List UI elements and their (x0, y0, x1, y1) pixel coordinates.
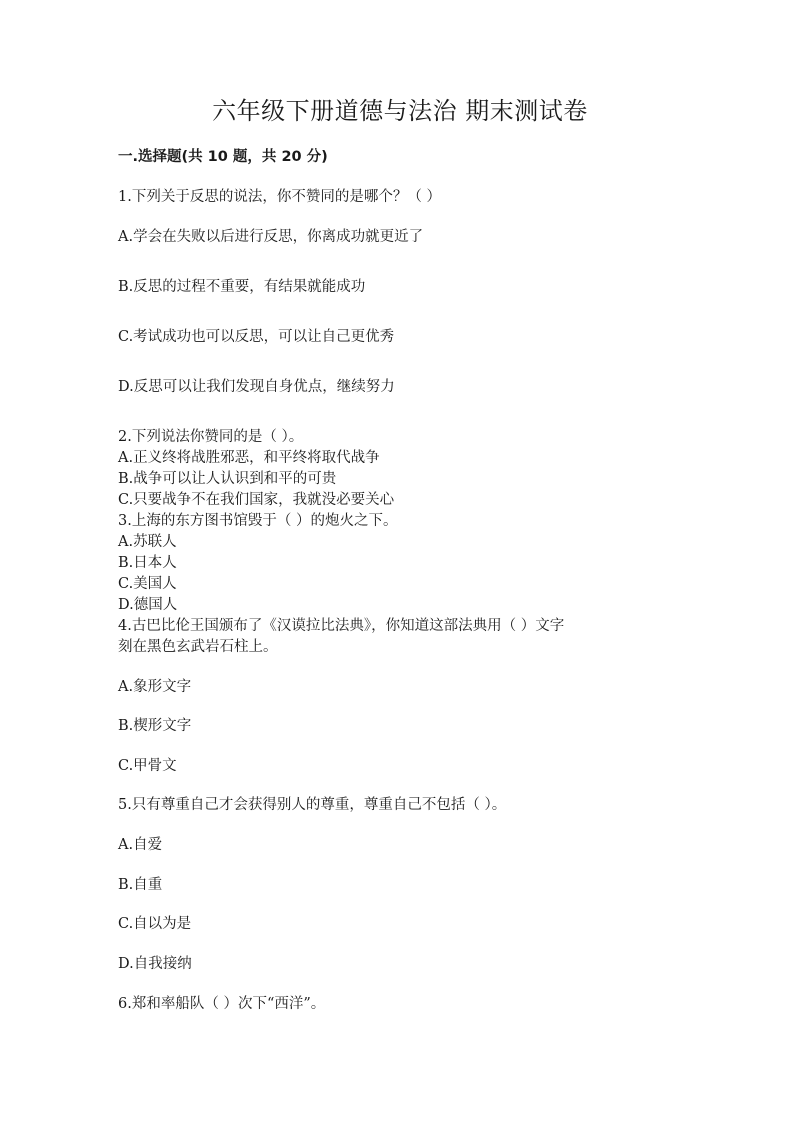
question-option: D.自我接纳 (118, 956, 192, 972)
question-stem: 3.上海的东方图书馆毁于（ ）的炮火之下。 (118, 513, 398, 529)
question-option: A.象形文字 (118, 679, 192, 695)
question-option: B.楔形文字 (118, 718, 192, 734)
question-stem: 2.下列说法你赞同的是（ ）。 (118, 429, 304, 445)
question-stem-line: 4.古巴比伦王国颁布了《汉谟拉比法典》，你知道这部法典用（ ）文字 (118, 618, 565, 634)
question-stem: 6.郑和率船队（ ）次下“西洋”。 (118, 996, 326, 1012)
question-option: A.学会在失败以后进行反思，你离成功就更近了 (118, 229, 424, 245)
question-option: A.自爱 (118, 837, 163, 853)
question-option: D.德国人 (118, 597, 178, 613)
question-option: A.正义终将战胜邪恶，和平终将取代战争 (118, 450, 380, 466)
question-option: B.自重 (118, 877, 163, 893)
question-stem-line: 刻在黑色玄武岩石柱上。 (118, 639, 278, 655)
question-option: A.苏联人 (118, 534, 177, 550)
section-heading: 一.选择题(共 10 题，共 20 分) (118, 149, 328, 165)
question-option: B.战争可以让人认识到和平的可贵 (118, 471, 337, 487)
page-title: 六年级下册道德与法治 期末测试卷 (212, 97, 588, 125)
question-option: C.只要战争不在我们国家，我就没必要关心 (118, 492, 395, 508)
question-option: C.考试成功也可以反思，可以让自己更优秀 (118, 329, 395, 345)
question-stem: 5.只有尊重自己才会获得别人的尊重，尊重自己不包括（ ）。 (118, 797, 507, 813)
question-option: C.美国人 (118, 576, 177, 592)
question-option: B.反思的过程不重要，有结果就能成功 (118, 279, 366, 295)
question-option: C.甲骨文 (118, 758, 177, 774)
question-option: B.日本人 (118, 555, 177, 571)
question-stem: 1.下列关于反思的说法，你不赞同的是哪个？（ ） (118, 189, 441, 205)
question-option: D.反思可以让我们发现自身优点，继续努力 (118, 379, 395, 395)
question-option: C.自以为是 (118, 916, 192, 932)
